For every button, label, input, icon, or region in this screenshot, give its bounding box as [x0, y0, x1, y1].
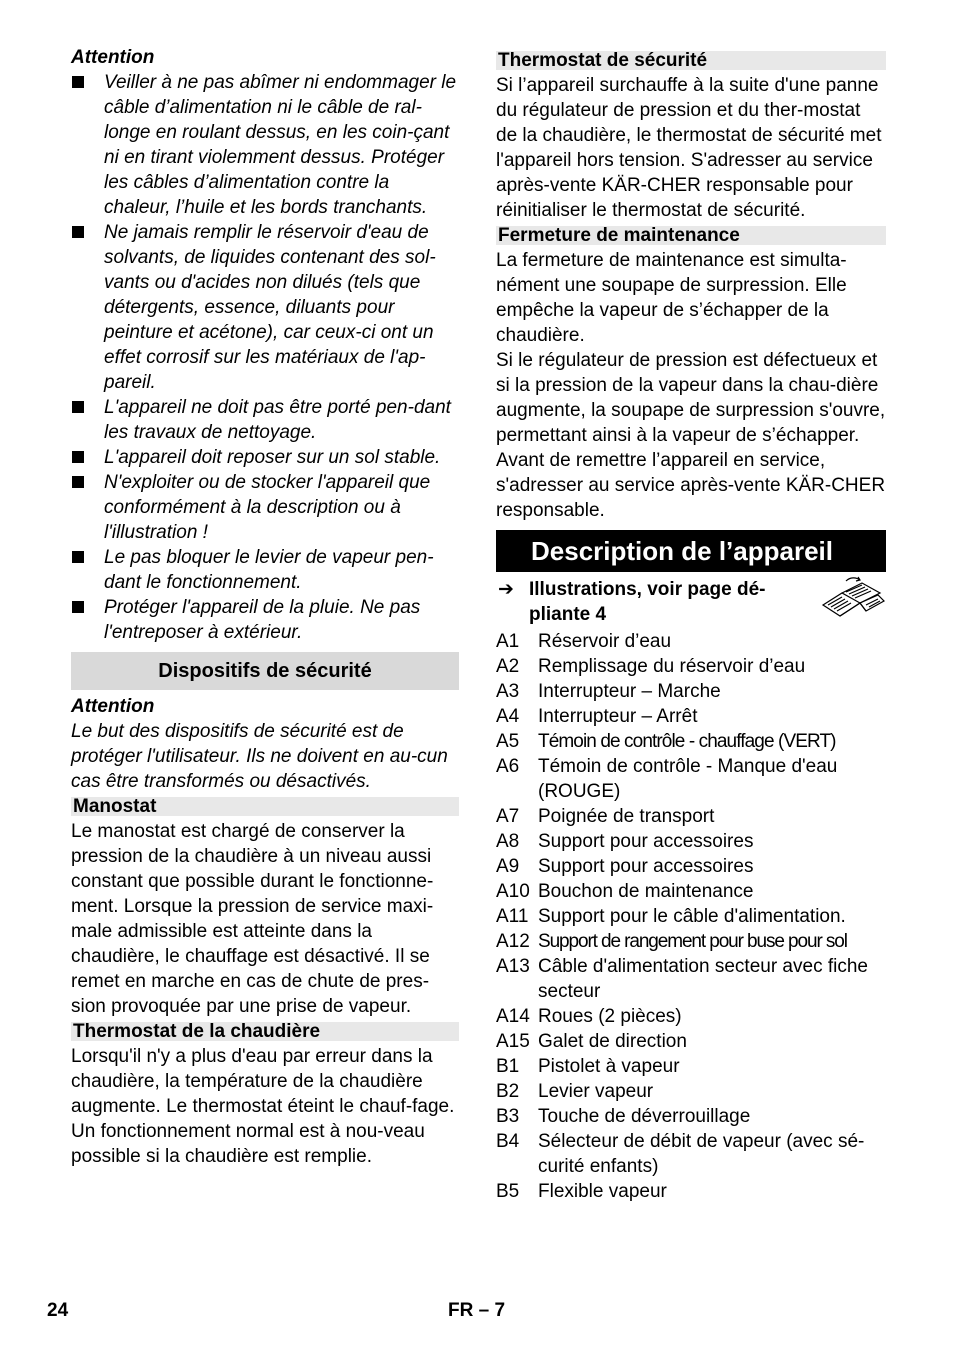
- attention-heading: Attention: [71, 47, 155, 68]
- square-bullet-icon: [72, 551, 84, 563]
- page-number: 24: [47, 1300, 69, 1321]
- list-item: Veiller à ne pas abîmer ni endommager le câble d’alimentation ni le câble de ral-longe en roulant dessus, en les coin-çant ni en tirant violemment dessus. Protéger les câbles d’alimentation contre la chaleur, l’huile et les bords tranchants.: [71, 70, 459, 220]
- list-item: Ne jamais remplir le réservoir d'eau de solvants, de liquides contenant des sol-vants ou d'acides non dilués (tels que détergents, essence, diluants pour peinture et acétone), car ceux-ci ont un effet corrosif sur les matériaux de l'ap-pareil.: [71, 220, 459, 395]
- square-bullet-icon: [72, 226, 84, 238]
- list-item: Protéger l'appareil de la pluie. Ne pas l'entreposer à extérieur.: [71, 595, 459, 645]
- warning-list: [71, 70, 459, 645]
- legend-row: A5 Témoin de contrôle - chauffage (VERT): [496, 731, 836, 752]
- square-bullet-icon: [72, 476, 84, 488]
- subheading-maintenance-cap: Fermeture de maintenance: [496, 226, 886, 245]
- legend-row: A14 Roues (2 pièces): [496, 1006, 682, 1027]
- square-bullet-icon: [72, 76, 84, 88]
- subheading-manostat: Manostat: [71, 797, 459, 816]
- legend-row: A8 Support pour accessoires: [496, 831, 754, 852]
- legend-row: B2 Levier vapeur: [496, 1081, 654, 1102]
- legend-row: B3 Touche de déverrouillage: [496, 1106, 751, 1127]
- legend-row: A10 Bouchon de maintenance: [496, 881, 754, 902]
- maintenance-cap-paragraph-1: La fermeture de maintenance est simulta-nément une soupape de surpression. Elle empêche la vapeur de s’échapper de la chaudière.: [496, 250, 847, 346]
- right-column: [496, 45, 886, 1204]
- arrow-right-icon: ➔: [498, 579, 514, 600]
- attention-text: Le but des dispositifs de sécurité est de protéger l'utilisateur. Ils ne doivent en au-cun cas être transformés ou désactivés.: [71, 721, 448, 792]
- maintenance-cap-paragraph-3: Avant de remettre l’appareil en service, s'adresser au service après-vente KÄR-CHER responsable.: [496, 450, 886, 521]
- legend-row: A11 Support pour le câble d'alimentation.: [496, 906, 846, 927]
- maintenance-cap-paragraph-2: Si le régulateur de pression est défectueux et si la pression de la vapeur dans la chau-dière augmente, la soupape de surpression s'ouvre, permettant ainsi à la vapeur de s’échapper.: [496, 350, 886, 446]
- legend-row: B4 Sélecteur de débit de vapeur (avec sé-curité enfants): [496, 1131, 865, 1177]
- attention-heading: Attention: [71, 696, 155, 717]
- page-reference: FR – 7: [448, 1300, 506, 1321]
- section-heading-safety-devices: Dispositifs de sécurité: [71, 652, 459, 690]
- subheading-boiler-thermostat: Thermostat de la chaudière: [71, 1022, 459, 1041]
- legend-row: A13 Câble d'alimentation secteur avec fiche secteur: [496, 956, 868, 1002]
- legend-row: A12 Support de rangement pour buse pour sol: [496, 931, 847, 952]
- list-item: L'appareil ne doit pas être porté pen-dant les travaux de nettoyage.: [71, 395, 459, 445]
- square-bullet-icon: [72, 601, 84, 613]
- boiler-thermostat-text: Lorsqu'il n'y a plus d'eau par erreur dans la chaudière, la température de la chaudière augmente. Le thermostat éteint le chauf-fage. Un fonctionnement normal est à nou-veau possible si la chaudière est remplie.: [71, 1046, 455, 1167]
- illustrations-reference: ➔ Illustrations, voir page dé-pliante 4: [498, 579, 766, 625]
- legend-row: A4 Interrupteur – Arrêt: [496, 706, 698, 727]
- legend-row: B5 Flexible vapeur: [496, 1181, 667, 1202]
- legend-row: A6 Témoin de contrôle - Manque d'eau (ROUGE): [496, 756, 838, 802]
- square-bullet-icon: [72, 451, 84, 463]
- illustrations-block: [496, 577, 886, 627]
- section-title-device-description: Description de l’appareil: [496, 530, 886, 572]
- subheading-safety-thermostat: Thermostat de sécurité: [496, 51, 886, 70]
- legend-row: B1 Pistolet à vapeur: [496, 1056, 680, 1077]
- square-bullet-icon: [72, 401, 84, 413]
- legend-row: A2 Remplissage du réservoir d’eau: [496, 656, 806, 677]
- list-item: N'exploiter ou de stocker l'appareil que conformément à la description ou à l'illustration !: [71, 470, 459, 545]
- legend-row: A1 Réservoir d’eau: [496, 631, 672, 652]
- legend-row: A7 Poignée de transport: [496, 806, 715, 827]
- safety-thermostat-text: Si l’appareil surchauffe à la suite d'une panne du régulateur de pression et du ther-mostat de la chaudière, le thermostat de sécurité met l'appareil hors tension. S'adresser au service après-vente KÄR-CHER responsable pour réinitialiser le thermostat de sécurité.: [496, 75, 882, 221]
- fold-out-page-icon: [820, 575, 886, 619]
- legend-row: A15 Galet de direction: [496, 1031, 687, 1052]
- component-legend: [496, 629, 886, 1204]
- legend-row: A9 Support pour accessoires: [496, 856, 754, 877]
- list-item: Le pas bloquer le levier de vapeur pen-dant le fonctionnement.: [71, 545, 459, 595]
- manostat-text: Le manostat est chargé de conserver la pression de la chaudière à un niveau aussi constant que possible durant le fonctionne-ment. Lorsque la pression de service maxi-male admissible est atteinte dans la chaudière, le chauffage est désactivé. Il se remet en marche en cas de chute de pres-sion provoquée par une prise de vapeur.: [71, 821, 434, 1017]
- list-item: L'appareil doit reposer sur un sol stable.: [71, 445, 459, 470]
- left-column: [71, 45, 459, 1169]
- legend-row: A3 Interrupteur – Marche: [496, 681, 721, 702]
